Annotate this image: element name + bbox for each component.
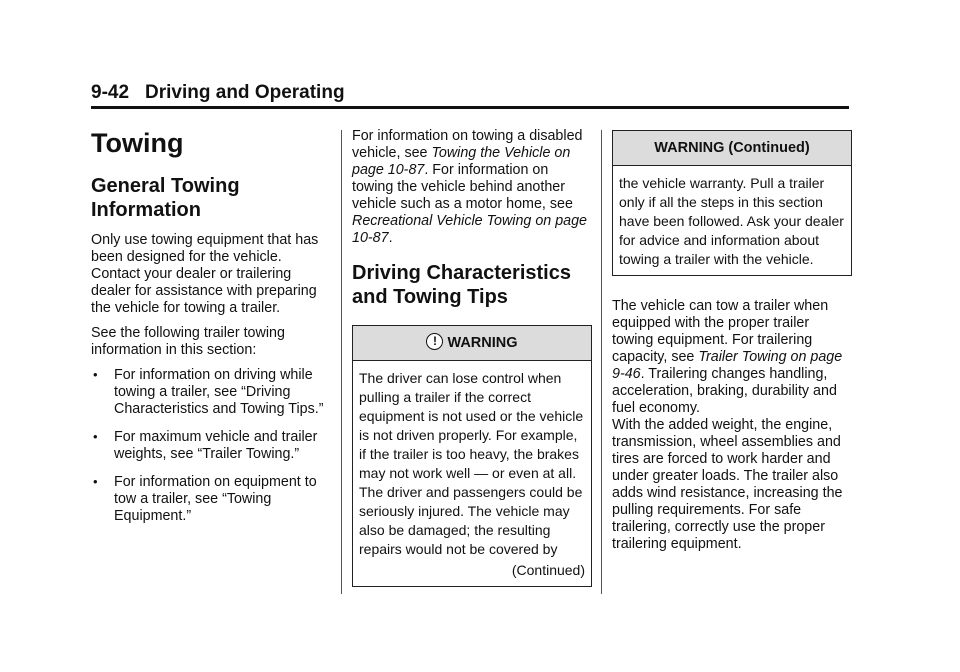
warning-icon: ! <box>426 333 443 350</box>
cross-reference[interactable]: Recreational Vehicle Towing on page 10-87 <box>352 213 587 246</box>
column-1 <box>91 128 331 536</box>
list-item: • For information on equipment to tow a trailer, see “Towing Equipment.” <box>93 474 317 524</box>
paragraph: For information on towing a disabled vehicle, see Towing the Vehicle on page 10-87. For information on towing the vehicle behind another vehicle such as a motor home, see Recreational Vehicle Towing on page 10-87. <box>352 128 587 246</box>
paragraph: See the following trailer towing information in this section: <box>91 325 285 358</box>
warning-header: WARNING (Continued) <box>613 131 851 166</box>
subsection-title-general-towing: General Towing Information <box>91 175 240 221</box>
bullet-list <box>91 367 331 525</box>
bullet-icon: • <box>93 474 98 489</box>
paragraph: Only use towing equipment that has been designed for the vehicle. Contact your dealer or trailering dealer for assistance with preparing the vehicle for towing a trailer. <box>91 232 319 316</box>
column-divider-1 <box>341 130 342 594</box>
column-2 <box>352 128 592 587</box>
warning-box-continued <box>612 130 852 276</box>
list-item: • For information on driving while towing a trailer, see “Driving Characteristics and Towing Tips.” <box>93 367 324 417</box>
bullet-icon: • <box>93 367 98 382</box>
list-item: • For maximum vehicle and trailer weights, see “Trailer Towing.” <box>93 429 318 462</box>
warning-body: the vehicle warranty. Pull a trailer only if all the steps in this section have been followed. Ask your dealer for advice and information about towing a trailer with the vehicle. <box>619 175 844 267</box>
bullet-icon: • <box>93 429 98 444</box>
warning-header: ! WARNING <box>353 326 591 361</box>
subsection-title-driving-tips: Driving Characteristics and Towing Tips <box>352 262 571 308</box>
warning-box <box>352 325 592 587</box>
section-title: Towing <box>91 128 184 158</box>
page-header <box>91 82 849 109</box>
column-3 <box>612 130 852 561</box>
paragraph: With the added weight, the engine, transmission, wheel assemblies and tires are forced to work harder and under greater loads. The trailer also adds wind resistance, increasing the pulling requirements. For safe trailering, correctly use the proper trailering equipment. <box>612 417 843 552</box>
cross-reference[interactable]: Towing the Vehicle on page 10-87 <box>352 145 571 178</box>
paragraph: The vehicle can tow a trailer when equipped with the proper trailer towing equipment. For trailering capacity, see Trailer Towing on page 9-46. Trailering changes handling, acceleration, braking, durability and fuel economy. <box>612 298 843 416</box>
warning-body: The driver can lose control when pulling a trailer if the correct equipment is not used or the vehicle is not driven properly. For example, if the trailer is too heavy, the brakes may not work well — or even at all. The driver and passengers could be seriously injured. The vehicle may also be damaged; the resulting repairs would not be covered by (Continued) <box>359 370 585 578</box>
cross-reference[interactable]: Trailer Towing on page 9-46 <box>612 349 843 382</box>
column-divider-2 <box>601 130 602 594</box>
page-number: 9-42 <box>91 82 130 103</box>
chapter-title: Driving and Operating <box>145 82 345 103</box>
continued-label: (Continued) <box>511 562 585 578</box>
